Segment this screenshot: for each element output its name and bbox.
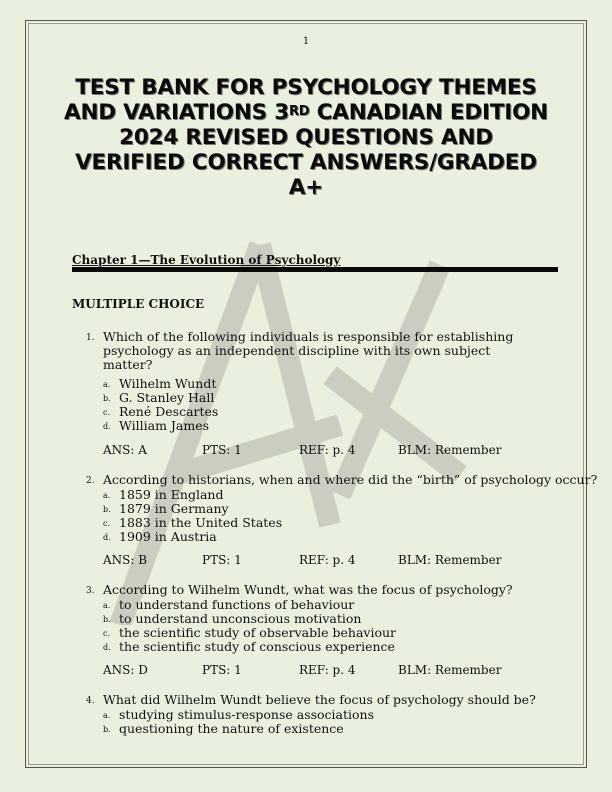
option-d: d. William James [103, 418, 210, 433]
title-line-3: 2024 REVISED QUESTIONS AND [119, 125, 493, 150]
question-text: According to historians, when and where did the “birth” of psychology occur? [103, 472, 598, 487]
option-c: c. the scientific study of observable behaviour [103, 625, 397, 640]
answer: ANS: D [103, 663, 148, 677]
blm: BLM: Remember [398, 443, 502, 457]
answer: ANS: A [103, 443, 147, 457]
option-b: b. questioning the nature of existence [103, 721, 344, 736]
option-c: c. 1883 in the United States [103, 515, 283, 530]
chapter-heading: Chapter 1—The Evolution of Psychology [72, 253, 341, 267]
blm: BLM: Remember [398, 553, 502, 567]
reference: REF: p. 4 [299, 663, 356, 677]
reference: REF: p. 4 [299, 553, 356, 567]
title-line-1: TEST BANK FOR PSYCHOLOGY THEMES [75, 75, 537, 100]
option-b: b. 1879 in Germany [103, 501, 229, 516]
question-number: 1. [86, 333, 95, 343]
option-c: c. René Descartes [103, 404, 219, 419]
blm: BLM: Remember [398, 663, 502, 677]
answer: ANS: B [103, 553, 148, 567]
points: PTS: 1 [202, 553, 242, 567]
title-line-5: A+ [288, 175, 324, 200]
question-number: 4. [86, 696, 95, 706]
question-number: 3. [86, 586, 95, 596]
option-b: b. G. Stanley Hall [103, 390, 215, 405]
answer-meta [0, 443, 612, 457]
page-number: 1 [302, 36, 310, 47]
points: PTS: 1 [202, 663, 242, 677]
question-text: What did Wilhelm Wundt believe the focus of psychology should be? [103, 692, 536, 707]
question-number: 2. [86, 476, 95, 486]
option-a: a. Wilhelm Wundt [103, 376, 217, 391]
option-d: d. the scientific study of conscious experience [103, 639, 395, 654]
document-title [60, 75, 552, 200]
answer-meta [0, 663, 612, 677]
reference: REF: p. 4 [299, 443, 356, 457]
title-line-4: VERIFIED CORRECT ANSWERS/GRADED [75, 150, 537, 175]
section-heading: MULTIPLE CHOICE [72, 297, 205, 311]
points: PTS: 1 [202, 443, 242, 457]
option-b: b. to understand unconscious motivation [103, 611, 362, 626]
option-a: a. studying stimulus-response associations [103, 707, 375, 722]
option-d: d. 1909 in Austria [103, 529, 217, 544]
title-line-2: AND VARIATIONS 3RD CANADIAN EDITION [64, 100, 548, 125]
question-text: Which of the following individuals is responsible for establishing psychology as an independent discipline with its own subject matter? [103, 329, 514, 372]
chapter-rule [72, 267, 558, 272]
question-text: According to Wilhelm Wundt, what was the focus of psychology? [103, 582, 513, 597]
option-a: a. to understand functions of behaviour [103, 597, 355, 612]
answer-meta [0, 553, 612, 567]
option-a: a. 1859 in England [103, 487, 224, 502]
